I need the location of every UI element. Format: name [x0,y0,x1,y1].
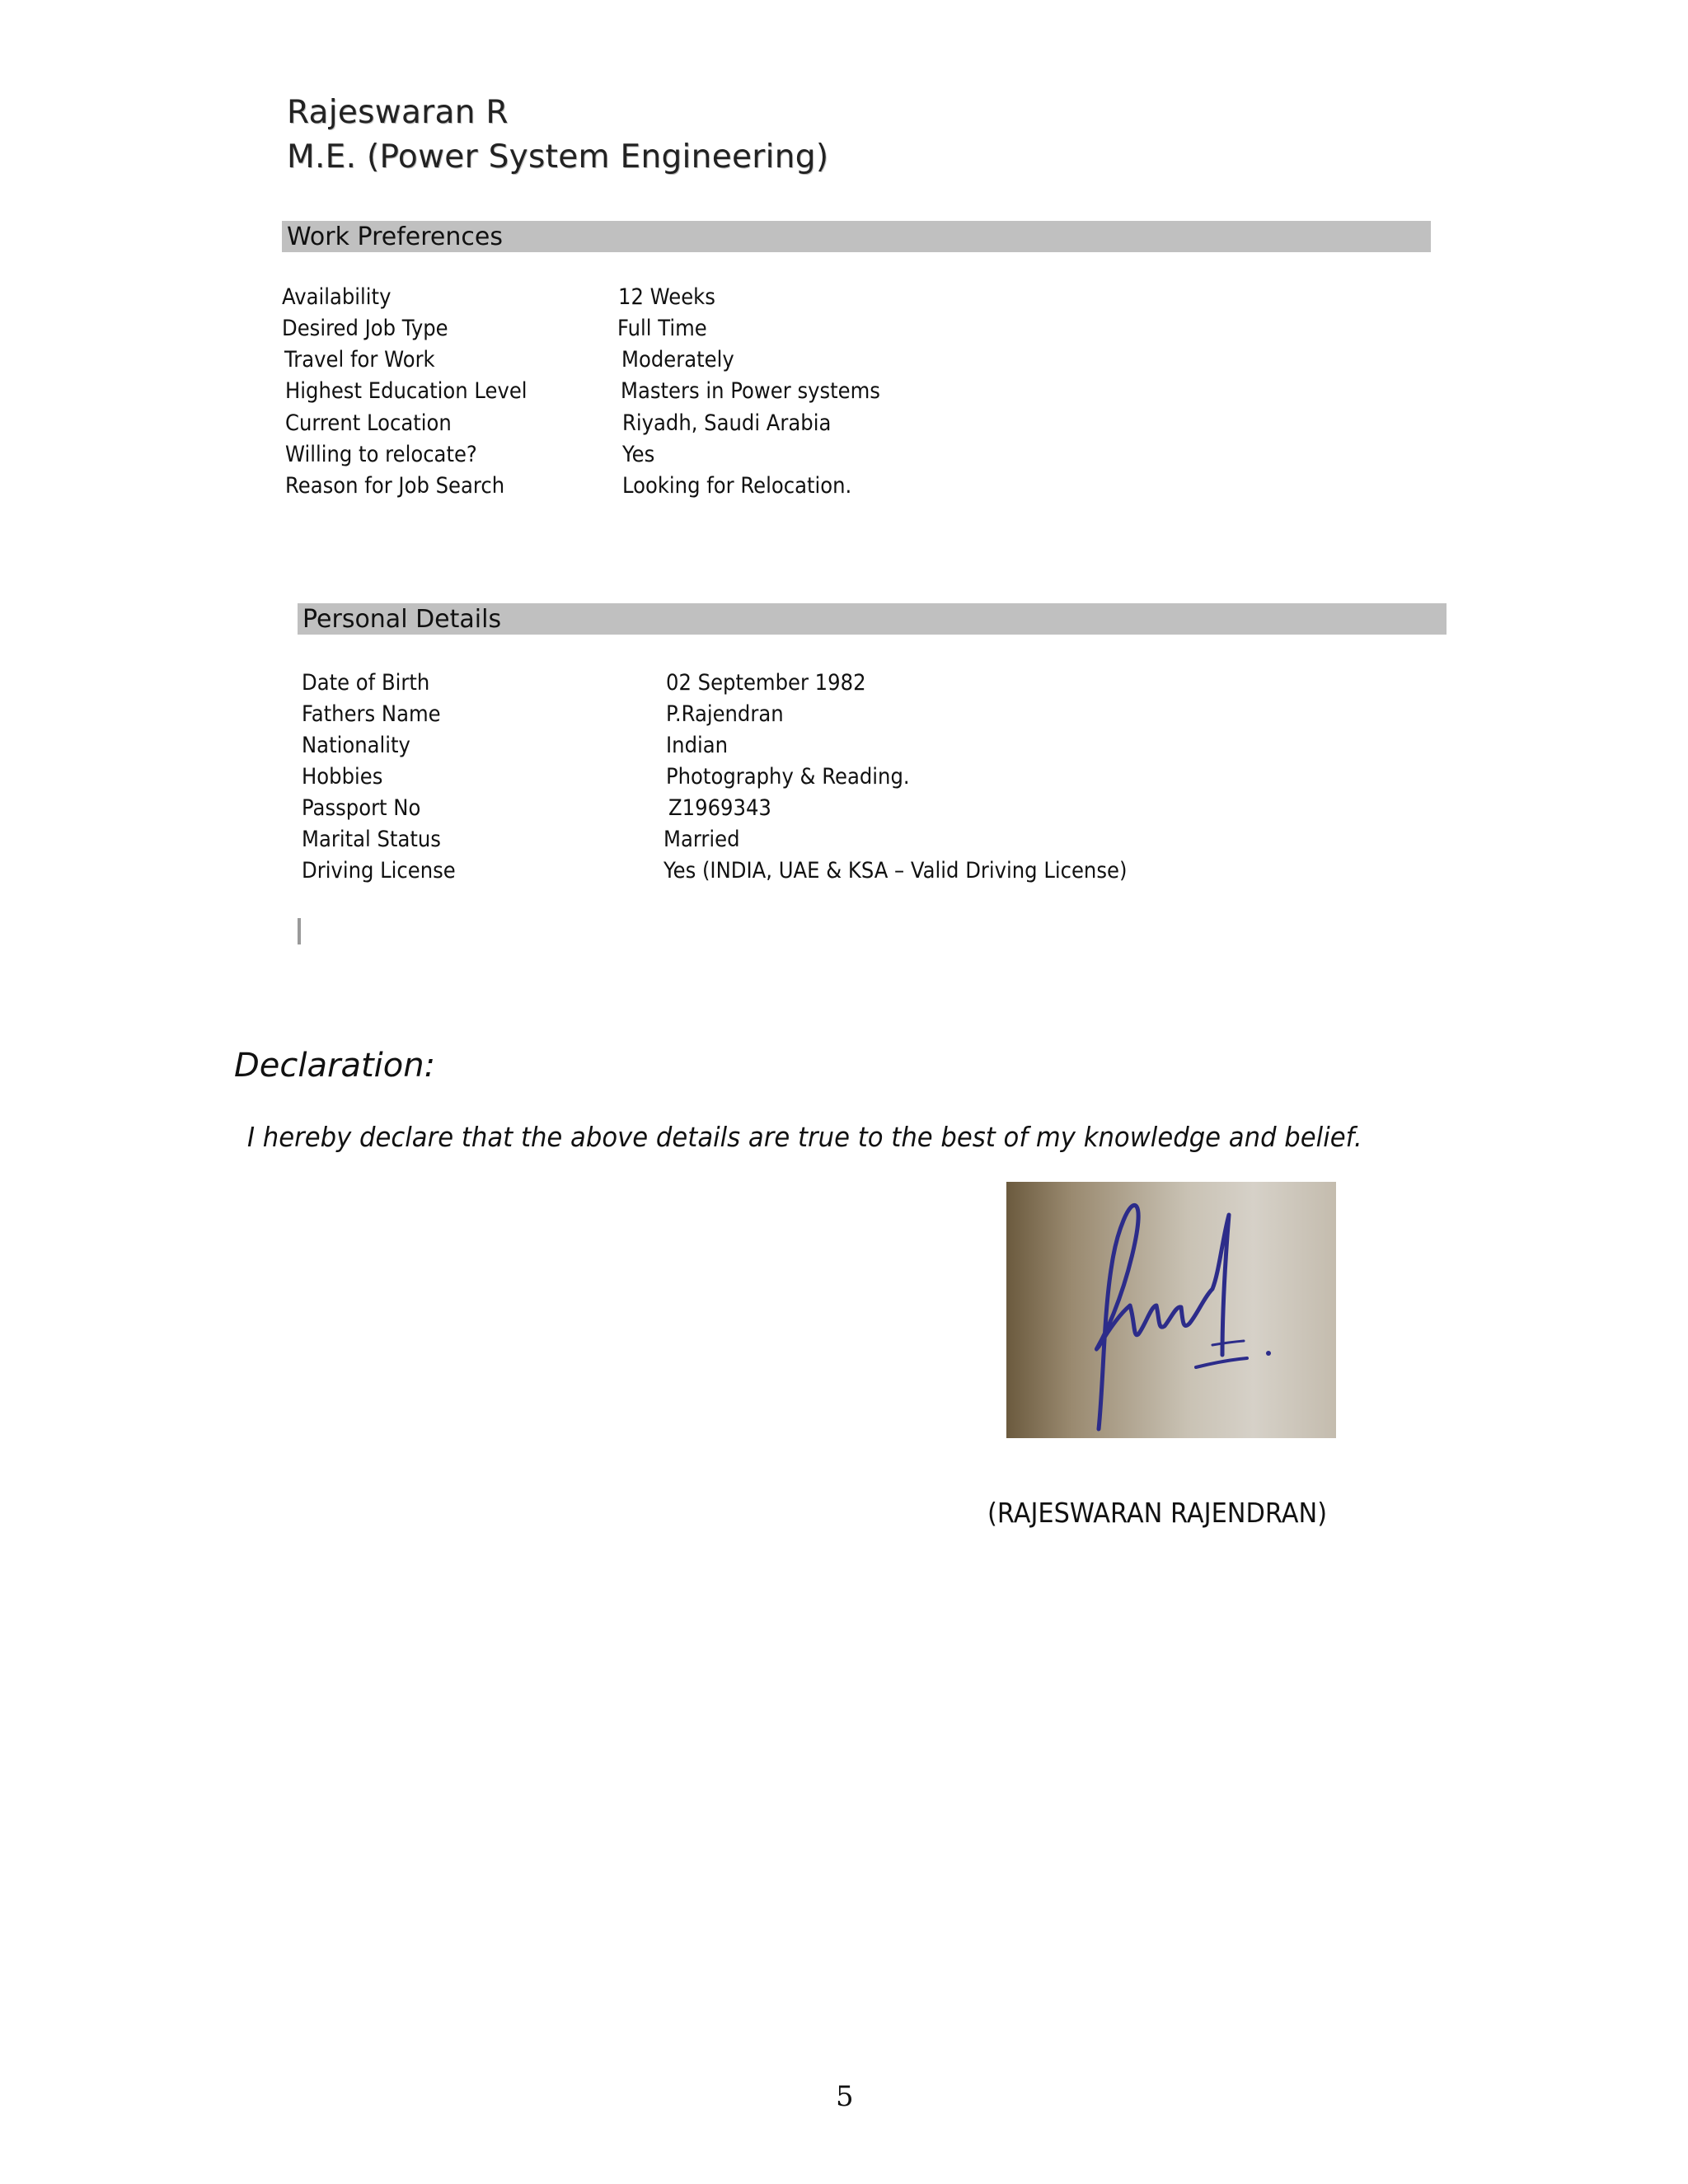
text-cursor-mark [298,918,301,944]
personal-details-title: Personal Details [302,605,502,634]
work-pref-label-travel: Travel for Work [284,347,435,373]
work-pref-value-relocate: Yes [622,442,655,467]
declaration-heading: Declaration: [234,1047,436,1085]
personal-value-marital: Married [663,827,740,852]
work-pref-label-education: Highest Education Level [285,378,528,404]
work-pref-value-education: Masters in Power systems [621,378,880,404]
personal-value-hobbies: Photography & Reading. [666,764,910,790]
personal-label-nationality: Nationality [302,733,410,758]
signature-image [1006,1182,1336,1438]
work-pref-label-job-type: Desired Job Type [282,316,448,341]
personal-label-father: Fathers Name [302,701,441,727]
personal-value-nationality: Indian [666,733,729,758]
work-pref-value-location: Riyadh, Saudi Arabia [622,410,832,436]
work-pref-value-job-type: Full Time [617,316,707,341]
work-preferences-header [282,221,1431,252]
personal-value-dob: 02 September 1982 [666,670,866,696]
work-pref-label-availability: Availability [282,284,392,310]
candidate-name: Rajeswaran R [287,94,509,131]
declaration-text: I hereby declare that the above details are true to the best of my knowledge and belief. [247,1121,1362,1153]
signatory-name: (RAJESWARAN RAJENDRAN) [987,1497,1328,1529]
personal-value-passport: Z1969343 [668,795,771,821]
signature-strokes [1006,1182,1336,1438]
personal-details-header [298,603,1447,635]
work-pref-label-relocate: Willing to relocate? [285,442,477,467]
personal-label-license: Driving License [302,858,456,883]
work-pref-label-reason: Reason for Job Search [285,473,505,499]
work-pref-value-reason: Looking for Relocation. [622,473,852,499]
page-number: 5 [836,2080,854,2113]
work-preferences-title: Work Preferences [287,223,503,251]
personal-value-license: Yes (INDIA, UAE & KSA – Valid Driving License) [663,858,1128,883]
personal-label-dob: Date of Birth [302,670,430,696]
candidate-degree: M.E. (Power System Engineering) [287,138,829,176]
work-pref-value-availability: 12 Weeks [618,284,715,310]
personal-label-hobbies: Hobbies [302,764,383,790]
personal-value-father: P.Rajendran [666,701,784,727]
work-pref-label-location: Current Location [285,410,452,436]
personal-label-passport: Passport No [302,795,421,821]
work-pref-value-travel: Moderately [621,347,734,373]
personal-label-marital: Marital Status [302,827,441,852]
